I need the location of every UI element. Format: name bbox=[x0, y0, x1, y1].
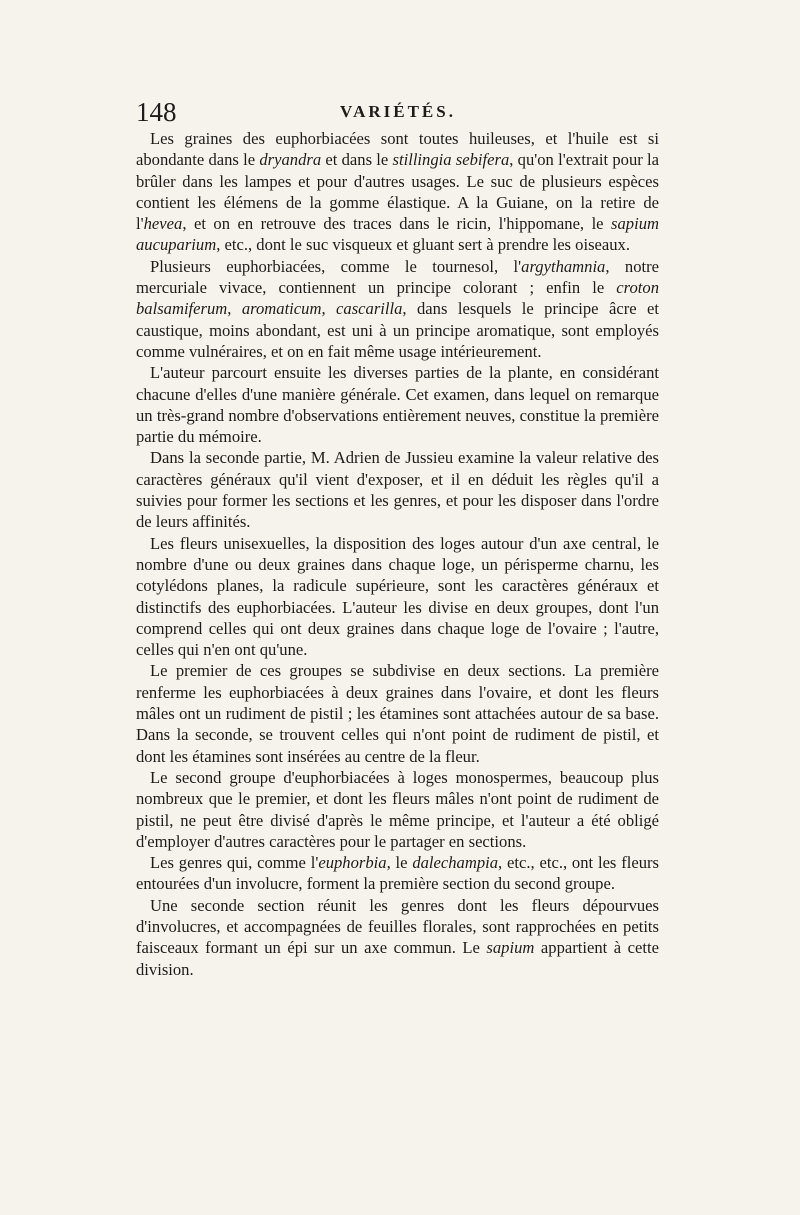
paragraph bbox=[136, 852, 659, 895]
text-run: et dans le bbox=[321, 150, 393, 170]
italic-term: sapium aucuparium bbox=[136, 214, 659, 255]
text-run: , dans lesquels le principe âcre et caustique, moins abondant, est uni à un principe aromatique, sont employés comme vulnéraires, et on en fait même usage intérieurement. bbox=[136, 299, 660, 361]
text-run: , etc., etc., ont les fleurs entourées d'un involucre, forment la première section du second groupe. bbox=[136, 853, 659, 894]
paragraph bbox=[136, 767, 659, 852]
italic-term: euphorbia bbox=[318, 853, 387, 873]
text-run: , etc., dont le suc visqueux et gluant sert à prendre les oiseaux. bbox=[216, 235, 631, 255]
paragraph bbox=[136, 895, 659, 980]
text-run: , notre mercuriale vivace, contiennent un principe colorant ; enfin le bbox=[136, 256, 659, 298]
italic-term: argythamnia bbox=[521, 256, 606, 276]
text-run: Plusieurs euphorbiacées, comme le tournesol, l' bbox=[150, 256, 522, 276]
page-number: 148 bbox=[136, 97, 177, 127]
paragraph bbox=[136, 128, 659, 256]
text-run: , et on en retrouve des traces dans le ricin, l'hippomane, le bbox=[182, 214, 612, 234]
italic-term: cascarilla bbox=[336, 299, 403, 319]
italic-term: croton balsamiferum bbox=[136, 278, 659, 319]
text-run: Les graines des euphorbiacées sont toutes huileuses, et l'huile est si abondante dans le bbox=[136, 129, 659, 170]
text-run: Dans la seconde partie, M. Adrien de Jussieu examine la valeur relative des caractères généraux qu'il vient d'exposer, et il en déduit les règles qu'il a suivies pour former les sections et les genres, et pour les disposer dans l'ordre de leurs affinités. bbox=[136, 448, 659, 532]
text-run: L'auteur parcourt ensuite les diverses parties de la plante, en considérant chacune d'elles d'une manière générale. Cet examen, dans lequel on remarque un très-grand nombre d'observations entièrement neuves, constitue la première partie du mémoire. bbox=[136, 363, 659, 447]
paragraph bbox=[136, 256, 659, 362]
italic-term: aromaticum bbox=[241, 299, 322, 319]
text-run: , bbox=[227, 299, 242, 319]
italic-term: sapium bbox=[486, 938, 535, 958]
italic-term: stillingia sebifera bbox=[392, 150, 510, 170]
running-title: VARIÉTÉS. bbox=[340, 102, 456, 121]
paragraph bbox=[136, 660, 659, 766]
text-run: Les genres qui, comme l' bbox=[150, 853, 319, 873]
paragraph bbox=[136, 362, 659, 447]
text-run: , qu'on l'extrait pour la brûler dans les lampes et pour d'autres usages. Le suc de plusieurs espèces contient les élémens de la gomme élastique. A la Guiane, on la retire de l' bbox=[136, 150, 659, 234]
text-run: appartient à cette division. bbox=[136, 938, 659, 979]
text-run: , bbox=[321, 299, 337, 319]
italic-term: dalechampia bbox=[412, 853, 499, 873]
text-run: Une seconde section réunit les genres dont les fleurs dépourvues d'involucres, et accompagnées de feuilles florales, sont rapprochées en petits faisceaux formant un épi sur un axe commun. Le bbox=[136, 895, 659, 958]
paragraph bbox=[136, 447, 659, 532]
text-run: Les fleurs unisexuelles, la disposition des loges autour d'un axe central, le nombre d'une ou deux graines dans chaque loge, un périsperme charnu, les cotylédons planes, la radicule supérieure, sont les caractères généraux et distinctifs des euphorbiacées. L'auteur les divise en deux groupes, dont l'un comprend celles qui ont deux graines dans chaque loge de l'ovaire ; l'autre, celles qui n'en ont qu'une. bbox=[136, 533, 659, 660]
paragraph bbox=[136, 533, 659, 661]
italic-term: dryandra bbox=[259, 150, 322, 170]
body-text bbox=[136, 128, 659, 980]
text-run: Le second groupe d'euphorbiacées à loges monospermes, beaucoup plus nombreux que le premier, et dont les fleurs mâles n'ont point de rudiment de pistil, ne peut être divisé d'après le même principe, et l'auteur a été obligé d'employer d'autres caractères pour le partager en sections. bbox=[136, 767, 659, 851]
text-run: , le bbox=[386, 853, 413, 873]
page-header bbox=[136, 96, 660, 128]
italic-term: hevea bbox=[143, 214, 183, 234]
text-run: Le premier de ces groupes se subdivise en deux sections. La première renferme les euphorbiacées à deux graines dans l'ovaire, et dont les fleurs mâles ont un rudiment de pistil ; les étamines sont attachées autour de sa base. Dans la seconde, se trouvent celles qui n'ont point de rudiment de pistil, et dont les étamines sont insérées au centre de la fleur. bbox=[136, 661, 659, 766]
